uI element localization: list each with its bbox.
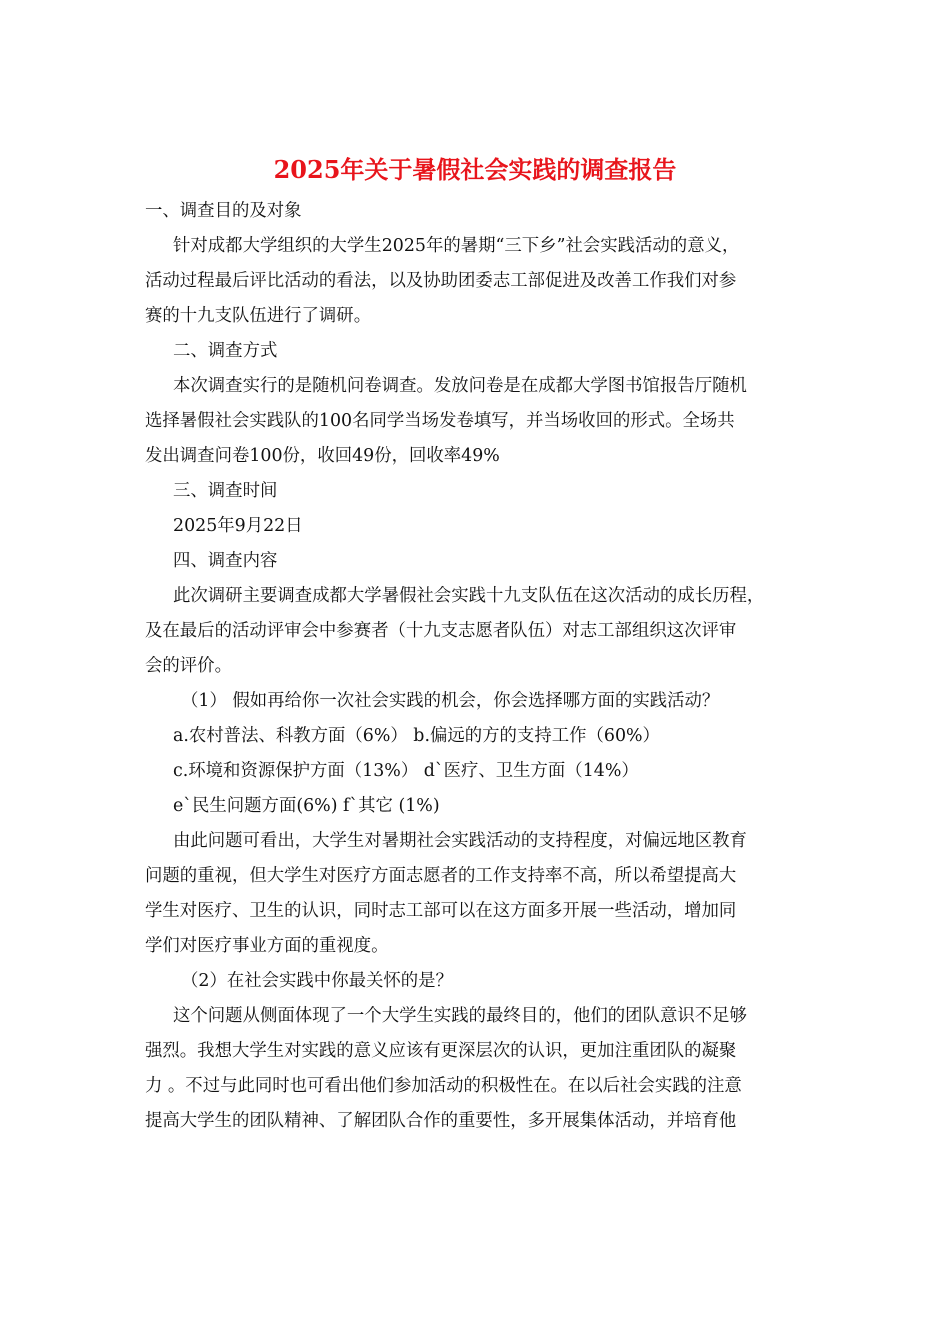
question-1: （1） 假如再给你一次社会实践的机会，你会选择哪方面的实践活动？ — [181, 691, 720, 711]
paragraph-line: 学生对医疗、卫生的认识，同时志工部可以在这方面多开展一些活动，增加同 — [145, 901, 737, 921]
paragraph-line: 这个问题从侧面体现了一个大学生实践的最终目的，他们的团队意识不足够 — [173, 1006, 747, 1026]
section-heading-4: 四、调查内容 — [173, 551, 278, 571]
survey-date: 2025年9月22日 — [173, 516, 303, 536]
paragraph-line: 力 。不过与此同时也可看出他们参加活动的积极性在。在以后社会实践的注意 — [145, 1076, 742, 1096]
paragraph-line: 针对成都大学组织的大学生2025年的暑期“三下乡”社会实践活动的意义， — [173, 236, 740, 256]
paragraph-line: 及在最后的活动评审会中参赛者（十九支志愿者队伍）对志工部组织这次评审 — [145, 621, 737, 641]
answer-options-line: e`民生问题方面(6%) f`其它 (1%) — [173, 796, 440, 816]
section-heading-2: 二、调查方式 — [173, 341, 278, 361]
paragraph-line: 强烈。我想大学生对实践的意义应该有更深层次的认识，更加注重团队的凝聚 — [145, 1041, 737, 1061]
paragraph-line: 此次调研主要调查成都大学暑假社会实践十九支队伍在这次活动的成长历程， — [173, 586, 765, 606]
paragraph-line: 问题的重视，但大学生对医疗方面志愿者的工作支持率不高，所以希望提高大 — [145, 866, 737, 886]
answer-options-line: a.农村普法、科教方面（6%） b.偏远的方的支持工作（60%） — [173, 726, 660, 746]
paragraph-line: 学们对医疗事业方面的重视度。 — [145, 936, 389, 956]
paragraph-line: 本次调查实行的是随机问卷调查。发放问卷是在成都大学图书馆报告厅随机 — [173, 376, 747, 396]
section-heading-3: 三、调查时间 — [173, 481, 278, 501]
paragraph-line: 选择暑假社会实践队的100名同学当场发卷填写，并当场收回的形式。全场共 — [145, 411, 735, 431]
paragraph-line: 活动过程最后评比活动的看法，以及协助团委志工部促进及改善工作我们对参 — [145, 271, 737, 291]
paragraph-line: 赛的十九支队伍进行了调研。 — [145, 306, 372, 326]
paragraph-line: 提高大学生的团队精神、了解团队合作的重要性，多开展集体活动，并培育他 — [145, 1111, 737, 1131]
question-2: （2）在社会实践中你最关怀的是？ — [181, 971, 453, 991]
paragraph-line: 由此问题可看出，大学生对暑期社会实践活动的支持程度，对偏远地区教育 — [173, 831, 747, 851]
document-title: 2025年关于暑假社会实践的调查报告 — [273, 155, 677, 184]
answer-options-line: c.环境和资源保护方面（13%） d`医疗、卫生方面（14%） — [173, 761, 639, 781]
paragraph-line: 会的评价。 — [145, 656, 232, 676]
section-heading-1: 一、调查目的及对象 — [145, 201, 302, 221]
paragraph-line: 发出调查问卷100份，收回49份，回收率49% — [145, 446, 500, 466]
